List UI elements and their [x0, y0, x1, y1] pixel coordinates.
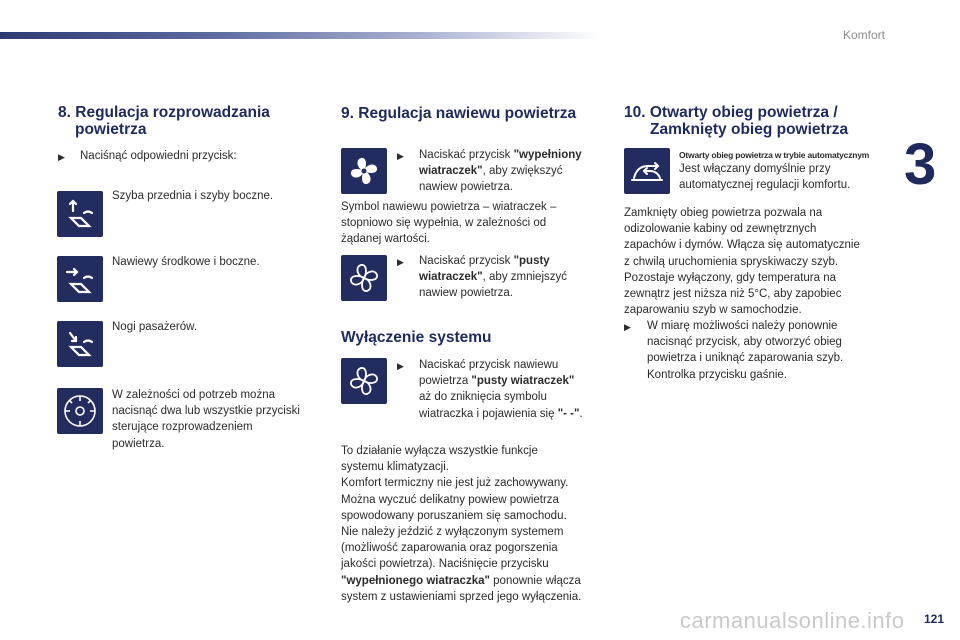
header-gradient-bar: [0, 32, 600, 39]
text-line: zapachów i dymów. Włącza się automatycznie: [624, 239, 860, 252]
text-line: Nie należy jeździć z wyłączonym systemem: [341, 526, 564, 539]
text-bold: "wypełnionego wiatraczka": [341, 574, 490, 587]
bullet-marker: ▶: [58, 152, 65, 162]
text-part: ponownie włącza: [489, 574, 581, 587]
text-line: żądanej wartości.: [341, 233, 430, 246]
text-line: Kontrolka przycisku gaśnie.: [647, 368, 787, 381]
text-part: aż do zniknięcia symbolu: [419, 391, 547, 404]
heading-airflow-regulation: [341, 105, 576, 122]
text-bold: "- -": [557, 407, 580, 420]
recirculation-bullet-text: [647, 318, 843, 383]
text-line: zaparowaniu szyb w samochodzie.: [624, 304, 802, 317]
system-off-text: [419, 357, 583, 422]
text-part: nawiew powietrza.: [419, 181, 513, 194]
text-line: (możliwość zaparowania oraz pogorszenia: [341, 542, 558, 555]
heading-air-recirculation: [624, 104, 848, 138]
text-line: Symbol nawiewu powietrza – wiatraczek –: [341, 201, 557, 213]
auto-mode-text: [679, 161, 850, 193]
text-bold: wiatraczek": [419, 165, 483, 178]
bullet-marker: ▶: [397, 151, 404, 161]
recirculation-paragraph: [624, 205, 860, 318]
text-line: stopniowo się wypełnia, w zależności od: [341, 217, 547, 230]
text-part: .: [579, 407, 583, 420]
empty-fan-off-icon: [341, 358, 387, 404]
bullet-marker: ▶: [397, 361, 404, 371]
filled-fan-icon: [341, 148, 387, 194]
text-line: nacisnąć przycisk, aby otworzyć obieg: [647, 336, 842, 349]
instruction-text: Naciśnąć odpowiedni przycisk:: [80, 150, 237, 162]
decrease-airflow-text: [419, 253, 567, 302]
chapter-number: 3: [904, 132, 935, 197]
windshield-airflow-icon: [57, 191, 103, 237]
heading-line: Regulacja rozprowadzania: [75, 104, 270, 121]
text-part: nawiew powietrza.: [419, 287, 513, 300]
text-line: powietrza i uniknąć zaparowania szyb.: [647, 352, 844, 365]
text-line: Pozostaje wyłączony, gdy temperatura na: [624, 271, 837, 284]
text-line: powietrza.: [112, 437, 165, 450]
text-line: Jest włączany domyślnie przy: [679, 163, 831, 175]
text-line: To działanie wyłącza wszystkie funkcje: [341, 445, 538, 457]
recirculation-icon: [624, 148, 670, 194]
bullet-marker: ▶: [624, 322, 631, 332]
system-off-paragraph: [341, 443, 581, 605]
heading-number: 9.: [341, 105, 354, 122]
text-line: jakości powietrza). Naciśnięcie przycisku: [341, 558, 549, 571]
text-line: sterujące rozprowadzeniem: [112, 421, 253, 434]
auto-mode-title: Otwarty obieg powietrza w trybie automatycznym: [679, 150, 870, 160]
windshield-option-text: Szyba przednia i szyby boczne.: [112, 190, 274, 202]
heading-line: Otwarty obieg powietrza /: [649, 104, 838, 121]
text-line: nacisnąć dwa lub wszystkie przyciski: [112, 405, 300, 418]
empty-fan-icon: [341, 255, 387, 301]
text-bold: wiatraczek": [419, 271, 483, 284]
heading-number: 8.: [58, 104, 71, 121]
text-line: W zależności od potrzeb można: [112, 389, 275, 401]
text-line: systemu klimatyzacji.: [341, 461, 449, 474]
combo-text: [112, 387, 300, 452]
text-part: wiatraczka i pojawienia się: [419, 407, 558, 420]
section-label: Komfort: [842, 28, 885, 42]
text-line: automatycznej regulacji komfortu.: [679, 179, 851, 192]
footwell-airflow-icon: [57, 321, 103, 367]
symbol-description: [341, 199, 556, 248]
text-part: , aby zmniejszyć: [482, 271, 567, 284]
text-part: Naciskać przycisk: [419, 149, 514, 161]
text-line: Można wyczuć delikatny powiew powietrza: [341, 493, 559, 506]
increase-airflow-text: [419, 147, 582, 196]
text-line: odizolowanie kabiny od zewnętrznych: [624, 223, 817, 236]
heading-line: Regulacja nawiewu powietrza: [358, 105, 577, 122]
heading-system-off: Wyłączenie systemu: [341, 329, 492, 346]
text-line: spowodowany poruszaniem się samochodu.: [341, 509, 567, 522]
text-line: zewnątrz jest niższa niż 5°C, aby zapobiec: [624, 288, 842, 301]
center-vents-option-text: Nawiewy środkowe i boczne.: [112, 256, 260, 268]
text-line: W miarę możliwości należy ponownie: [647, 320, 838, 332]
heading-number: 10.: [624, 104, 646, 121]
text-bold: "wypełniony: [513, 149, 582, 161]
distribution-dial-icon: [57, 388, 103, 434]
center-vents-airflow-icon: [57, 256, 103, 302]
text-bold: "pusty: [513, 255, 550, 267]
text-part: powietrza: [419, 375, 472, 388]
watermark: carmanualsonline.info: [680, 608, 905, 633]
bullet-marker: ▶: [397, 257, 404, 267]
heading-air-distribution: [58, 104, 270, 138]
heading-line: powietrza: [75, 121, 147, 138]
text-part: Naciskać przycisk nawiewu: [419, 359, 559, 371]
text-line: z chwilą uruchomienia spryskiwaczy szyb.: [624, 255, 839, 268]
text-part: , aby zwiększyć: [482, 165, 563, 178]
page-number: 121: [923, 612, 944, 626]
text-part: Naciskać przycisk: [419, 255, 514, 267]
text-line: Komfort termiczny nie jest już zachowywany.: [341, 477, 569, 490]
text-line: system z ustawieniami sprzed jego wyłączenia.: [341, 590, 582, 603]
text-line: Zamknięty obieg powietrza pozwala na: [624, 207, 823, 219]
text-bold: "pusty wiatraczek": [471, 375, 575, 388]
footwell-option-text: Nogi pasażerów.: [112, 321, 198, 333]
heading-line: Zamknięty obieg powietrza: [650, 121, 849, 138]
